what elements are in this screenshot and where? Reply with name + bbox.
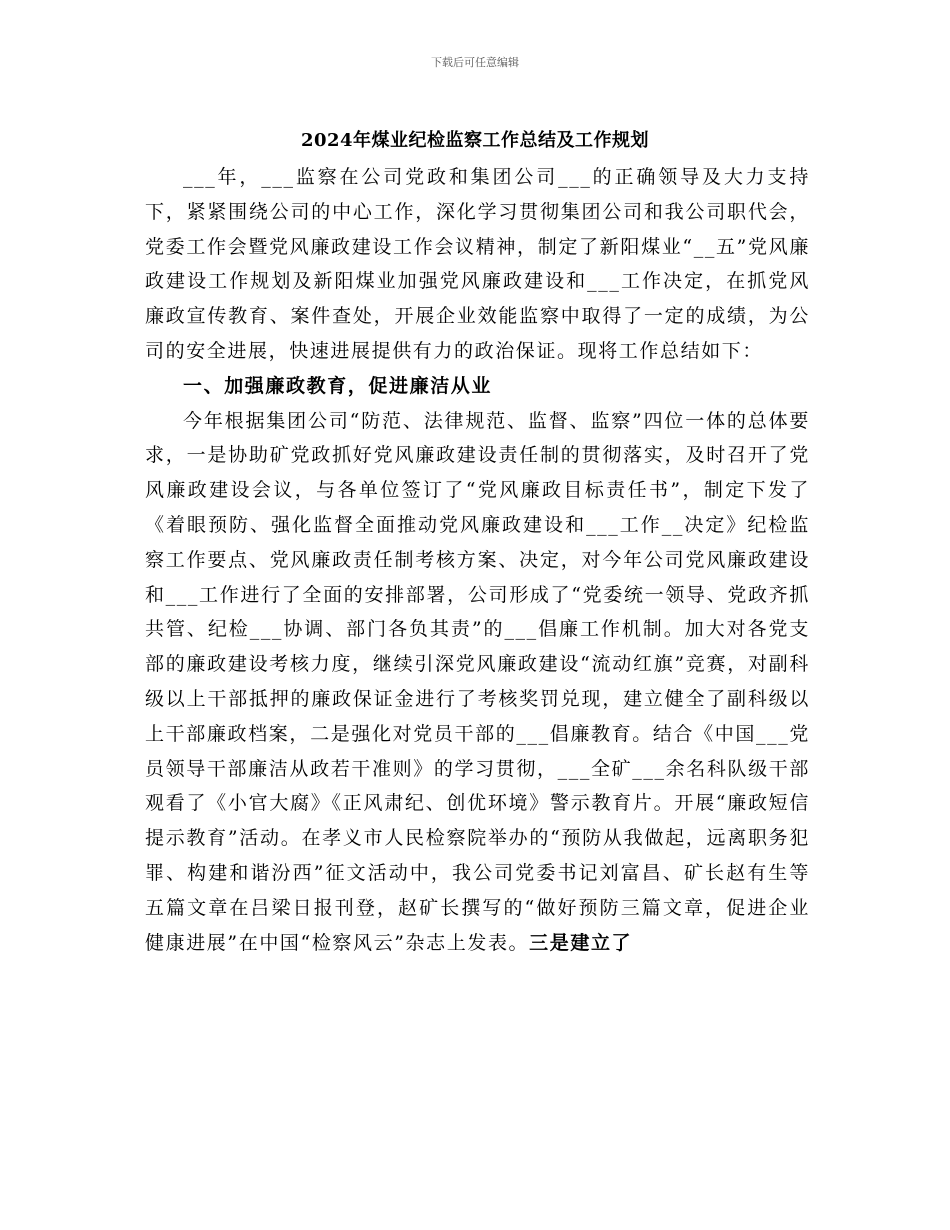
section-1-bold-tail: 三是建立了 [529, 931, 633, 954]
header-note: 下载后可任意编辑 [431, 56, 519, 69]
section-1-heading: 一、加强廉政教育，促进廉洁从业 [183, 374, 493, 397]
section-1-paragraph [145, 404, 810, 961]
document-title: 2024年煤业纪检监察工作总结及工作规划 [300, 130, 650, 151]
section-1-body-text: 今年根据集团公司“防范、法律规范、监督、监察”四位一体的总体要求，一是协助矿党政抓好党风廉政建设责任制的贯彻落实，及时召开了党风廉政建设会议，与各单位签订了“党风廉政目标责任书”，制定下发了《着眼预防、强化监督全面推动党风廉政建设和___工作__决定》纪检监察工作要点、党风廉政责任制考核方案、决定，对今年公司党风廉政建设和___工作进行了全面的安排部署，公司形成了“党委统一领导、党政齐抓共管、纪检___协调、部门各负其责”的___倡廉工作机制。加大对各党支部的廉政建设考核力度，继续引深党风廉政建设“流动红旗”竞赛，对副科级以上干部抵押的廉政保证金进行了考核奖罚兑现，建立健全了副科级以上干部廉政档案，二是强化对党员干部的___倡廉教育。结合《中国___党员领导干部廉洁从政若干准则》的学习贯彻，___全矿___余名科队级干部观看了《小官大腐》《正风肃纪、创优环境》警示教育片。开展“廉政短信提示教育”活动。在孝义市人民检察院举办的“预防从我做起，远离职务犯罪、构建和谐汾西”征文活动中，我公司党委书记刘富昌、矿长赵有生等五篇文章在吕梁日报刊登，赵矿长撰写的“做好预防三篇文章，促进企业健康进展”在中国“检察风云”杂志上发表。 [145, 409, 810, 954]
document-body [145, 160, 810, 960]
intro-paragraph: ___年，___监察在公司党政和集团公司___的正确领导及大力支持下，紧紧围绕公司的中心工作，深化学习贯彻集团公司和我公司职代会，党委工作会暨党风廉政建设工作会议精神，制定了新阳煤业“__五”党风廉政建设工作规划及新阳煤业加强党风廉政建设和___工作决定，在抓党风廉政宣传教育、案件查处，开展企业效能监察中取得了一定的成绩，为公司的安全进展，快速进展提供有力的政治保证。现将工作总结如下： [145, 166, 810, 362]
